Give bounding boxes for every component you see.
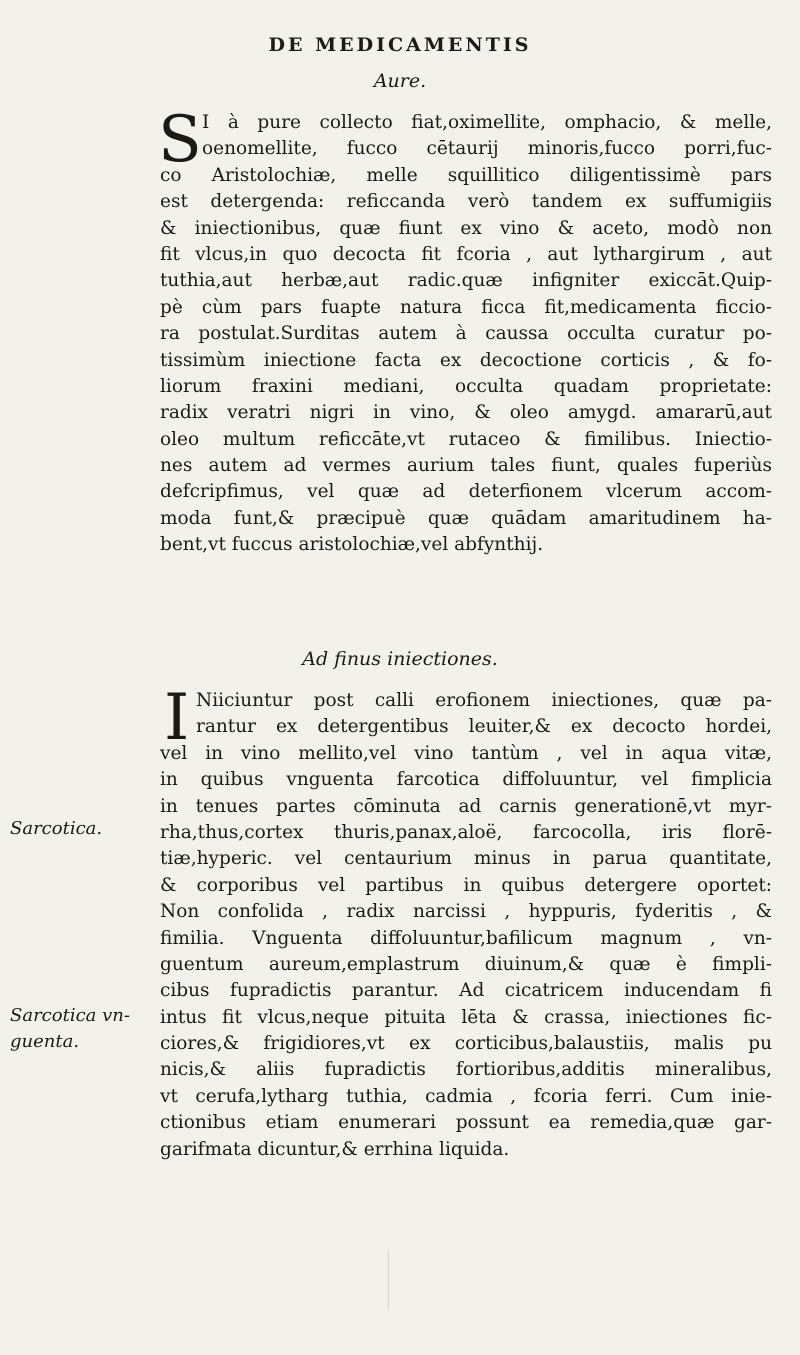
text-line: radix veratri nigri in vino, & oleo amygd. amararū,aut bbox=[160, 402, 772, 424]
text-line: Non confolida , radix narcissi , hyppuris, fyderitis , & bbox=[160, 901, 772, 923]
section-title-aure: Aure. bbox=[373, 70, 427, 92]
text-line: oenomellite, fucco cētaurij minoris,fucco porri,fuc- bbox=[202, 138, 772, 160]
text-line: in tenues partes cōminuta ad carnis generationē,vt myr- bbox=[160, 795, 772, 817]
section1-body bbox=[158, 103, 772, 559]
text-line: Niiciuntur post calli erofionem iniectiones, quæ pa- bbox=[196, 690, 772, 711]
text-line: oleo multum reficcāte,vt rutaceo & fimilibus. Iniectio- bbox=[160, 428, 772, 450]
text-line: tuthia,aut herbæ,aut radic.quæ infigniter exiccāt.Quip- bbox=[160, 270, 772, 292]
dropcap-i: I bbox=[164, 681, 190, 755]
text-line: & corporibus vel partibus in quibus detergere oportet: bbox=[160, 874, 772, 896]
text-line: guentum aureum,emplastrum diuinum,& quæ è fimpli- bbox=[160, 953, 772, 975]
text-line: liorum fraxini mediani, occulta quadam proprietate: bbox=[160, 375, 772, 397]
text-line: ciores,& frigidiores,vt ex corticibus,balaustiis, malis pu bbox=[160, 1033, 772, 1055]
text-line: & iniectionibus, quæ fiunt ex vino & aceto, modò non bbox=[160, 217, 772, 239]
text-line: garifmata dicuntur,& errhina liquida. bbox=[160, 1138, 510, 1160]
text-line: ra postulat.Surditas autem à caussa occulta curatur po- bbox=[160, 323, 772, 345]
text-line: tiæ,hyperic. vel centaurium minus in parua quantitate, bbox=[160, 848, 772, 870]
dropcap-s: S bbox=[158, 103, 202, 177]
text-line: rha,thus,cortex thuris,panax,aloë, farcocolla, iris florē- bbox=[160, 821, 772, 843]
text-line: nicis,& aliis fupradictis fortioribus,additis mineralibus, bbox=[160, 1059, 772, 1081]
text-line: moda funt,& præcipuè quæ quādam amaritudinem ha- bbox=[160, 507, 772, 529]
text-line: ctionibus etiam enumerari possunt ea remedia,quæ gar- bbox=[160, 1112, 772, 1134]
text-line: nes autem ad vermes aurium tales fiunt, quales fuperiùs bbox=[160, 455, 772, 477]
text-line: co Aristolochiæ, melle squillitico diligentissimè pars bbox=[160, 164, 772, 186]
text-line: pè cùm pars fuapte natura ficca fit,medicamenta ficcio- bbox=[160, 296, 772, 318]
text-line: I à pure collecto fiat,oximellite, omphacio, & melle, bbox=[202, 112, 772, 133]
text-line: defcripfimus, vel quæ ad deterfionem vlcerum accom- bbox=[160, 481, 772, 503]
text-line: cibus fupradictis parantur. Ad cicatricem inducendam fi bbox=[160, 980, 772, 1002]
text-line: fit vlcus,in quo decocta fit fcoria , aut lythargirum , aut bbox=[160, 243, 772, 265]
section-title-ad-sinus: Ad finus iniectiones. bbox=[302, 648, 498, 670]
text-line: rantur ex detergentibus leuiter,& ex decocto hordei, bbox=[196, 716, 772, 738]
text-line: bent,vt fuccus aristolochiæ,vel abfynthij. bbox=[160, 534, 544, 556]
section2-body bbox=[160, 681, 772, 1163]
text-line: in quibus vnguenta farcotica diffoluuntur, vel fimplicia bbox=[160, 769, 772, 791]
text-line: tissimùm iniectione facta ex decoctione corticis , & fo- bbox=[160, 349, 772, 371]
margin-note-sarcotica: Sarcotica. bbox=[10, 818, 103, 839]
margin-note-sarcotica-unguenta: Sarcotica vn- bbox=[10, 1005, 130, 1026]
margin-note-sarcotica-unguenta-cont: guenta. bbox=[10, 1031, 80, 1052]
text-line: vt cerufa,lytharg tuthia, cadmia , fcoria ferri. Cum inie- bbox=[160, 1085, 772, 1107]
paper-mark bbox=[388, 1250, 389, 1310]
text-line: intus fit vlcus,neque pituita lēta & crassa, iniectiones fic- bbox=[160, 1006, 772, 1028]
text-line: vel in vino mellito,vel vino tantùm , vel in aqua vitæ, bbox=[160, 742, 772, 764]
text-line: fimilia. Vnguenta diffoluuntur,bafilicum magnum , vn- bbox=[160, 927, 772, 949]
text-line: est detergenda: reficcanda verò tandem ex suffumigiis bbox=[160, 191, 772, 213]
running-head: DE MEDICAMENTIS bbox=[268, 34, 532, 56]
